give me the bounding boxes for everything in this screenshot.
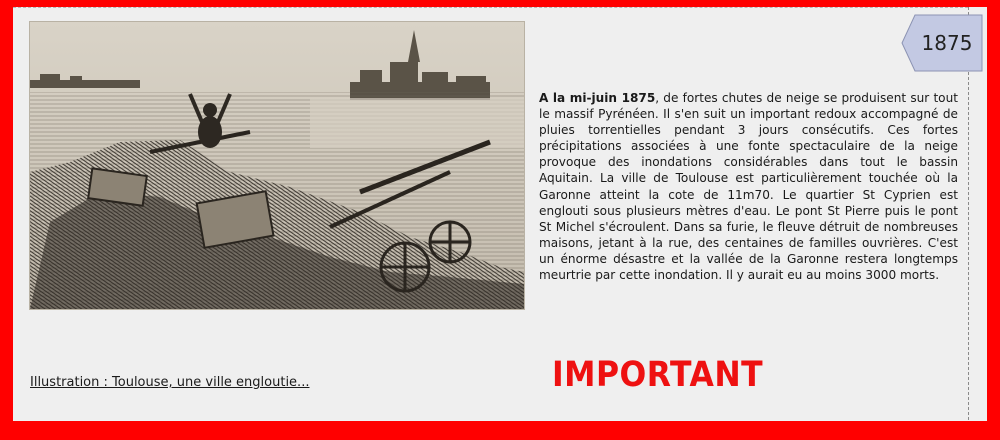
year-badge-label: 1875 — [921, 31, 973, 55]
illustration-caption-link[interactable]: Illustration : Toulouse, une ville engloutie... — [30, 375, 310, 390]
important-stamp: IMPORTANT — [552, 355, 764, 395]
article-body: , de fortes chutes de neige se produisent sur tout le massif Pyrénéen. Il s'en suit un important redoux accompagné de pluies torrentielles pendant 3 jours consécutifs. Ces fortes précipitations associées à une fonte spectaculaire de la neige provoque des inondations considérables dans tout le bassin Aquitain. La ville de Toulouse est particulièrement touchée où la Garonne atteint la cote de 11m70. Le quartier St Cyprien est englouti sous plusieurs mètres d'eau. Le pont St Pierre puis le pont St Michel s'écroulent. Dans sa furie, le fleuve détruit de nombreuses maisons, jetant à la rue, des centaines de familles ouvrières. C'est un énorme désastre et la vallée de la Garonne restera longtemps meurtrie par cette inondation. Il y aurait eu au moins 3000 morts. — [539, 91, 958, 283]
flood-engraving-illustration — [29, 21, 525, 310]
year-badge — [901, 14, 983, 72]
divider-top — [13, 7, 968, 8]
article-lead: A la mi-juin 1875 — [539, 91, 656, 105]
article-text — [539, 90, 958, 283]
